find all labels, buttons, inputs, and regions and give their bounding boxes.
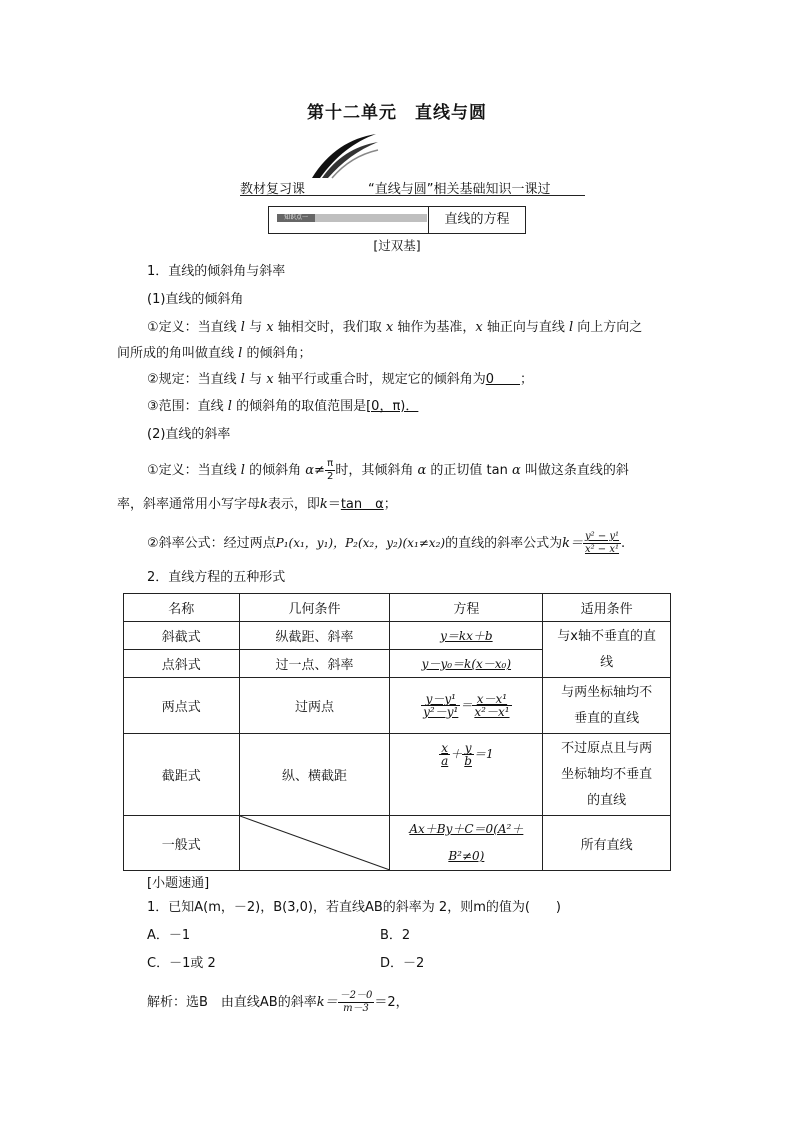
table-cell: 一般式	[124, 816, 240, 871]
quiz-option-c: C．－1或 2	[147, 956, 216, 971]
slope-definition-line-2: 率，斜率通常用小写字母k表示，即k＝tan α；	[117, 497, 397, 512]
knowledge-tag	[277, 214, 427, 222]
subheading: [过双基]	[373, 238, 421, 253]
table-header: 名称	[124, 594, 240, 622]
table-cell: 截距式	[124, 734, 240, 816]
table-cell: 所有直线	[543, 816, 671, 871]
table-cell: 不过原点且与两 坐标轴均不垂直 的直线	[543, 734, 671, 816]
diagonal-line	[240, 816, 390, 870]
slope-definition-line-1: ①定义：当直线 l 的倾斜角 α≠ $\frac{\pi}{2}$ 时，其倾斜角 α 的正切值 tan α 叫做这条直线的斜	[147, 458, 629, 482]
table-cell-empty	[239, 816, 390, 871]
table-cell: 过一点、斜率	[239, 650, 390, 678]
table-cell: Ax＋By＋C＝0(A²＋ B²≠0)	[390, 816, 543, 871]
table-header: 适用条件	[543, 594, 671, 622]
banner-right-text: “直线与圆”相关基础知识一课过	[368, 182, 551, 197]
banner-left-text: 教材复习课	[240, 182, 306, 197]
table-row	[124, 622, 671, 650]
table-header-row	[124, 594, 671, 622]
quiz-question-1: 1．已知A(m，－2)，B(3,0)，若直线AB的斜率为 2，则m的值为( )	[147, 900, 562, 915]
table-cell: y－y₀＝k(x－x₀)	[390, 650, 543, 678]
table-cell: 两点式	[124, 678, 240, 734]
knowledge-name: 直线的方程	[444, 212, 510, 227]
table-cell: y＝kx＋b	[390, 622, 543, 650]
table-cell: 斜截式	[124, 622, 240, 650]
quiz-solution: 解析：选B 由直线AB的斜率k＝ $\frac{-2-0}{m-3}$ ＝2，	[147, 990, 409, 1014]
table-cell: 纵截距、斜率	[239, 622, 390, 650]
rule-line: ②规定：当直线 l 与 x 轴平行或重合时，规定它的倾斜角为0 ；	[147, 372, 534, 387]
table-cell: 过两点	[239, 678, 390, 734]
section-banner	[240, 132, 585, 197]
slope-formula-line: ②斜率公式：经过两点P₁(x₁，y₁)，P₂(x₂，y₂)(x₁≠x₂)的直线的斜率公式为k＝ $\frac{\text{y² − y¹}}{\text{x² − x¹}}$ .	[147, 531, 626, 555]
range-line: ③范围：直线 l 的倾斜角的取值范围是[0，π)．	[147, 399, 419, 414]
table-header: 方程	[390, 594, 543, 622]
table-cell: $\frac{x}{a}$ ＋ $\frac{y}{b}$ ＝1	[390, 734, 543, 816]
knowledge-box	[268, 206, 526, 234]
quiz-heading: [小题速通]	[147, 876, 210, 891]
table-cell: 与x轴不垂直的直 线	[543, 622, 671, 678]
knowledge-tag-label: 知识点一	[277, 214, 315, 222]
page-title: 第十二单元 直线与圆	[307, 103, 487, 123]
table-row	[124, 678, 671, 734]
quiz-option-b: B．2	[380, 928, 411, 943]
table-cell: 纵、横截距	[239, 734, 390, 816]
table-header: 几何条件	[239, 594, 390, 622]
definition-line-2: 间所成的角叫做直线 l 的倾斜角；	[117, 346, 312, 361]
table-row	[124, 816, 671, 871]
definition-line-1: ①定义：当直线 l 与 x 轴相交时，我们取 x 轴作为基准，x 轴正向与直线 l 向上方向之	[147, 320, 643, 335]
banner-rule	[240, 195, 585, 196]
table-cell: $\frac{\text{y－y¹}}{\text{y²－y¹}}$ ＝ $\frac{\text{x－x¹}}{\text{x²－x¹}}$	[390, 678, 543, 734]
quiz-option-d: D．－2	[380, 956, 425, 971]
section-2-heading: 2．直线方程的五种形式	[147, 570, 286, 585]
table-cell: 点斜式	[124, 650, 240, 678]
subsection-1-heading: (1)直线的倾斜角	[147, 292, 244, 307]
table-cell: 与两坐标轴均不 垂直的直线	[543, 678, 671, 734]
section-1-heading: 1．直线的倾斜角与斜率	[147, 264, 286, 279]
quiz-option-a: A．－1	[147, 928, 191, 943]
table-row	[124, 734, 671, 816]
line-equation-table	[123, 593, 671, 871]
swoosh-icon	[310, 132, 380, 182]
subsection-2-heading: (2)直线的斜率	[147, 427, 231, 442]
